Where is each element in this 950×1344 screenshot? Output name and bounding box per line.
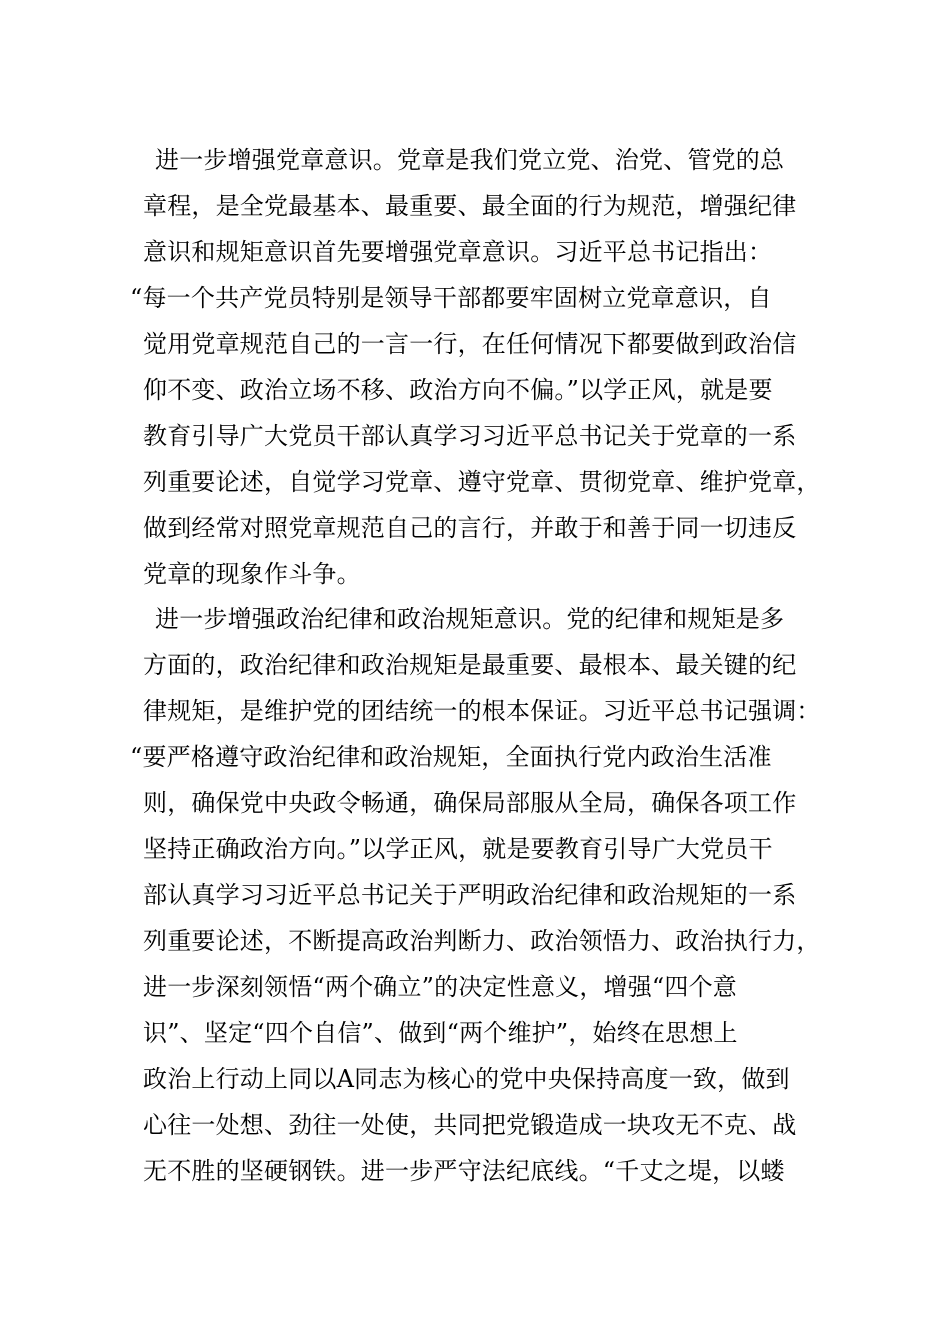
text-line: 章程，是全党最基本、最重要、最全面的行为规范，增强纪律 (143, 192, 797, 220)
text-line: 进一步增强党章意识。党章是我们党立党、治党、管党的总 (155, 146, 785, 174)
text-line: 则，确保党中央政令畅通，确保局部服从全局，确保各项工作 (143, 789, 797, 817)
text-line: 列重要论述，自觉学习党章、遵守党章、贯彻党章、维护党章， (143, 468, 821, 496)
text-line: “要严格遵守政治纪律和政治规矩，全面执行党内政治生活准 (130, 743, 772, 771)
text-line: 意识和规矩意识首先要增强党章意识。习近平总书记指出： (143, 238, 773, 266)
text-line: 列重要论述，不断提高政治判断力、政治领悟力、政治执行力， (143, 927, 821, 955)
text-line: 政治上行动上同以A同志为核心的党中央保持高度一致，做到 (143, 1065, 790, 1093)
text-line: 觉用党章规范自己的一言一行，在任何情况下都要做到政治信 (143, 330, 797, 358)
text-line: 坚持正确政治方向。”以学正风，就是要教育引导广大党员干 (143, 835, 773, 863)
text-line: 进一步增强政治纪律和政治规矩意识。党的纪律和规矩是多 (155, 605, 785, 633)
text-line: 仰不变、政治立场不移、政治方向不偏。”以学正风，就是要 (143, 376, 773, 404)
text-line: 教育引导广大党员干部认真学习习近平总书记关于党章的一系 (143, 422, 797, 450)
text-line: “每一个共产党员特别是领导干部都要牢固树立党章意识，自 (130, 284, 772, 312)
text-line: 无不胜的坚硬钢铁。进一步严守法纪底线。“千丈之堤，以蝼 (143, 1157, 785, 1185)
text-line: 方面的，政治纪律和政治规矩是最重要、最根本、最关键的纪 (143, 651, 797, 679)
text-line: 部认真学习习近平总书记关于严明政治纪律和政治规矩的一系 (143, 881, 797, 909)
text-line: 心往一处想、劲往一处使，共同把党锻造成一块攻无不克、战 (143, 1111, 797, 1139)
text-line: 律规矩，是维护党的团结统一的根本保证。习近平总书记强调： (143, 697, 821, 725)
text-line: 进一步深刻领悟“两个确立”的决定性意义，增强“四个意 (143, 973, 738, 1001)
text-line: 做到经常对照党章规范自己的言行，并敢于和善于同一切违反 (143, 514, 797, 542)
text-line: 识”、坚定“四个自信”、做到“两个维护”，始终在思想上 (143, 1019, 738, 1047)
text-line: 党章的现象作斗争。 (143, 560, 361, 588)
